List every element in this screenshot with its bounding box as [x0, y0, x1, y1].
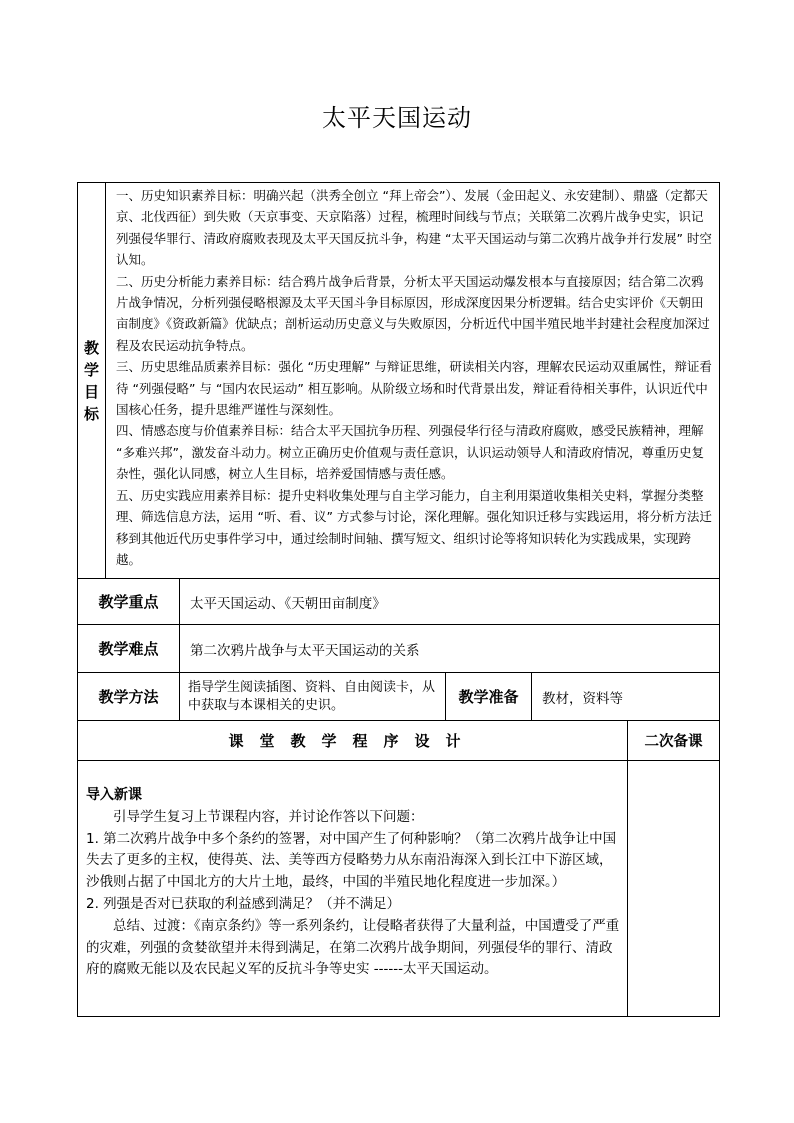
second-prep-header: 二次备课 [628, 721, 720, 761]
intro-lead: 引导学生复习上节课程内容，并讨论作答以下问题： [113, 808, 424, 825]
second-prep-cell [628, 761, 720, 1017]
preparation-label: 教学准备 [446, 673, 532, 721]
key-points-label: 教学重点 [78, 579, 180, 625]
objectives-content [106, 183, 720, 579]
objective-item: 四、情感态度与价值素养目标：结合太平天国抗争历程、列强侵华行径与清政府腐败，感受民族精神，理解 “多难兴邦”，激发奋斗动力。树立正确历史价值观与责任意识，认识运动领导人和清政府情况，尊重历史复杂性，强化认同感，树立人生目标，培养爱国情感与责任感。 [116, 423, 704, 482]
objectives-label: 教 学 目 标 [78, 183, 106, 579]
methods-label: 教学方法 [78, 673, 180, 721]
lesson-plan-table [77, 182, 720, 1017]
document-title: 太平天国运动 [322, 104, 472, 132]
key-points-value: 太平天国运动、《天朝田亩制度》 [180, 579, 720, 625]
intro-summary: 总结、过渡：《南京条约》等一系列条约，让侵略者获得了大量利益，中国遭受了严重的灾难，列强的贪婪欲望并未得到满足，在第二次鸦片战争期间，列强侵华的罪行、清政府的腐败无能以及农民起义军的反抗斗争等史实 ------太平天国运动。 [86, 917, 620, 978]
methods-value: 指导学生阅读插图、资料、自由阅读卡，从中获取与本课相关的史识。 [180, 673, 446, 721]
difficulties-value: 第二次鸦片战争与太平天国运动的关系 [180, 625, 720, 673]
intro-question-1: 1. 第二次鸦片战争中多个条约的签署，对中国产生了何种影响？（第二次鸦片战争让中国失去了更多的主权，使得英、法、美等西方侵略势力从东南沿海深入到长江中下游区域，沙俄则占据了中国北方的大片土地，最终，中国的半殖民地化程度进一步加深。） [86, 830, 617, 891]
intro-heading: 导入新课 [86, 787, 142, 803]
preparation-value: 教材，资料等 [532, 673, 720, 721]
process-design-header: 课堂教学程序设计 [78, 721, 628, 761]
objective-item: 二、历史分析能力素养目标：结合鸦片战争后背景，分析太平天国运动爆发根本与直接原因；结合第二次鸦片战争情况，分析列强侵略根源及太平天国斗争目标原因，形成深度因果分析逻辑。结合史实评价《天朝田亩制度》《资政新篇》优缺点；剖析运动历史意义与失败原因，分析近代中国半殖民地半封建社会程度加深过程及农民运动抗争特点。 [116, 273, 710, 353]
objective-item: 三、历史思维品质素养目标：强化 “历史理解” 与辩证思维，研读相关内容，理解农民运动双重属性，辩证看待 “列强侵略” 与 “国内农民运动” 相互影响。从阶级立场和时代背景出发，辩证看待相关事件，认识近代中国核心任务，提升思维严谨性与深刻性。 [116, 359, 712, 418]
objective-item: 五、历史实践应用素养目标：提升史料收集处理与自主学习能力，自主利用渠道收集相关史料，掌握分类整理、筛选信息方法，运用 “听、看、议” 方式参与讨论，深化理解。强化知识迁移与实践运用，将分析方法迁移到其他近代历史事件学习中，通过绘制时间轴、撰写短文、组织讨论等将知识转化为实践成果，实现跨越。 [116, 487, 712, 567]
intro-question-2: 2. 列强是否对已获取的利益感到满足？（并不满足） [86, 895, 401, 912]
difficulties-label: 教学难点 [78, 625, 180, 673]
intro-section [78, 761, 628, 1017]
objective-item: 一、历史知识素养目标：明确兴起（洪秀全创立 “拜上帝会”）、发展（金田起义、永安建制）、鼎盛（定都天京、北伐西征）到失败（天京事变、天京陷落）过程，梳理时间线与节点；关联第二次鸦片战争史实，识记列强侵华罪行、清政府腐败表现及太平天国反抗斗争，构建 “太平天国运动与第二次鸦片战争并行发展” 时空认知。 [116, 188, 712, 268]
